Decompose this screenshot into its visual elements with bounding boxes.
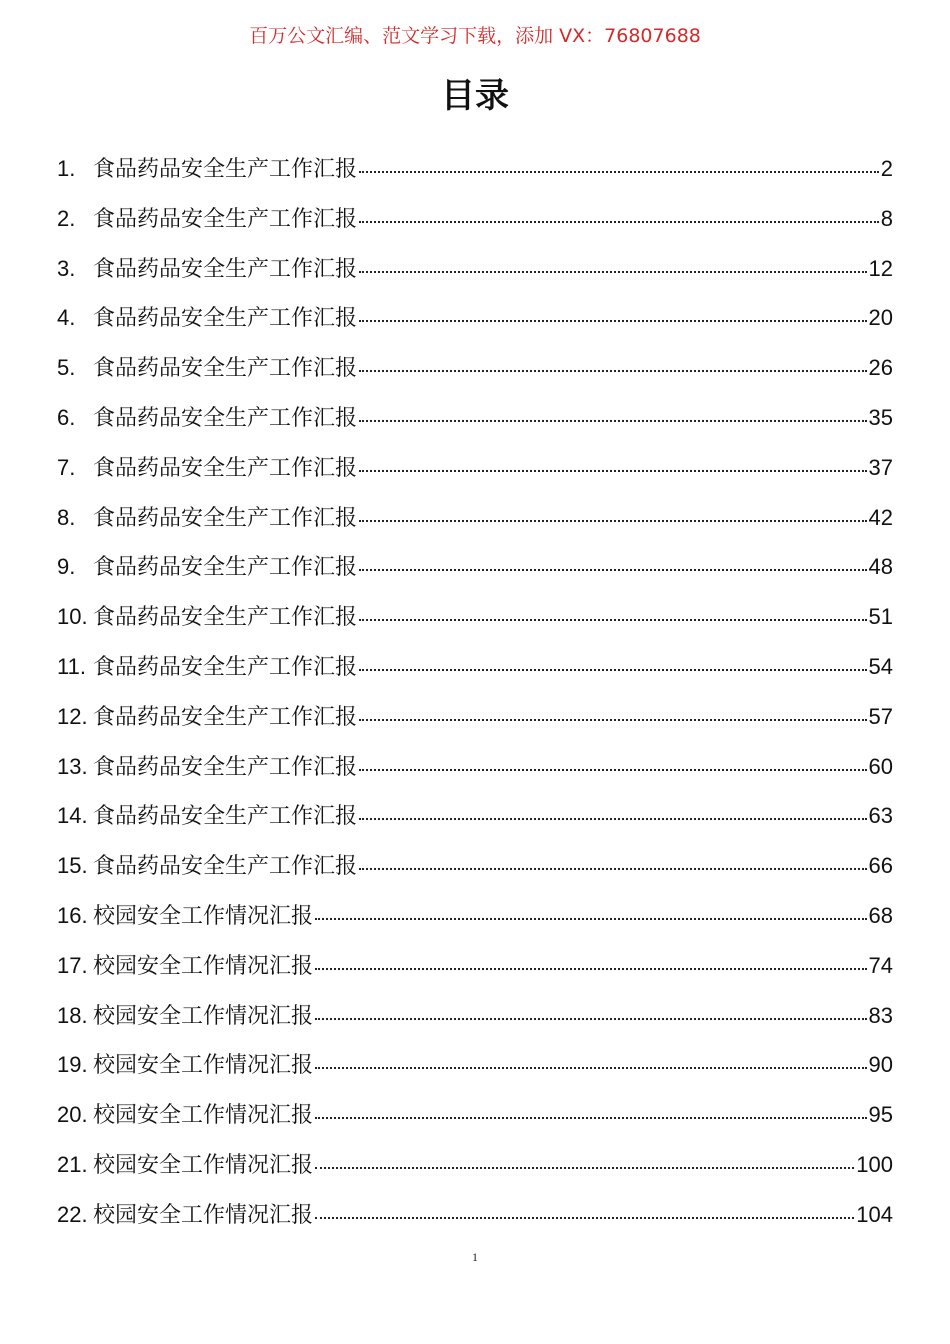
toc-entry-page: 57 <box>868 703 893 729</box>
toc-dot-leader <box>359 171 879 173</box>
toc-dot-leader <box>315 1117 867 1119</box>
toc-entry-page: 74 <box>868 952 893 978</box>
toc-entry-page: 48 <box>868 554 893 580</box>
toc-entry[interactable] <box>57 745 893 795</box>
toc-entry-page: 63 <box>868 803 893 829</box>
toc-entry-title[interactable]: 食品药品安全生产工作汇报 <box>93 754 358 780</box>
toc-dot-leader <box>359 818 867 820</box>
toc-dot-leader <box>359 868 867 870</box>
toc-entry[interactable] <box>57 994 893 1044</box>
toc-entry-page: 68 <box>868 902 893 928</box>
toc-entry[interactable] <box>57 446 893 496</box>
toc-entry[interactable] <box>57 844 893 894</box>
toc-dot-leader <box>359 221 879 223</box>
table-of-contents <box>57 147 893 1243</box>
toc-entry-number: 4. <box>57 305 76 331</box>
toc-dot-leader <box>315 968 867 970</box>
toc-dot-leader <box>359 569 867 571</box>
toc-entry-number: 22. <box>57 1201 88 1227</box>
toc-entry-page: 12 <box>868 255 893 281</box>
toc-entry-title[interactable]: 食品药品安全生产工作汇报 <box>93 306 358 332</box>
toc-entry-number: 16. <box>57 902 88 928</box>
toc-dot-leader <box>359 320 867 322</box>
toc-entry-number: 2. <box>57 205 76 231</box>
toc-entry-title[interactable]: 食品药品安全生产工作汇报 <box>93 157 358 182</box>
document-title: 目录 <box>441 76 509 116</box>
toc-entry-title[interactable]: 食品药品安全生产工作汇报 <box>93 356 358 382</box>
toc-entry[interactable] <box>57 645 893 695</box>
toc-entry[interactable] <box>57 1093 893 1143</box>
page-number: 1 <box>472 1250 478 1264</box>
toc-entry[interactable] <box>57 197 893 247</box>
toc-entry-number: 12. <box>57 703 88 729</box>
toc-entry-number: 3. <box>57 255 76 281</box>
toc-entry-title[interactable]: 校园安全工作情况汇报 <box>93 903 314 929</box>
toc-entry-page: 90 <box>868 1052 893 1078</box>
toc-entry[interactable] <box>57 496 893 546</box>
toc-entry-title[interactable]: 校园安全工作情况汇报 <box>93 1202 314 1228</box>
toc-dot-leader <box>315 1067 867 1069</box>
toc-entry-page: 51 <box>868 604 893 630</box>
toc-entry-page: 100 <box>856 1151 893 1177</box>
toc-dot-leader <box>315 1018 867 1020</box>
toc-entry-number: 14. <box>57 803 88 829</box>
toc-entry-number: 21. <box>57 1151 88 1177</box>
toc-entry-number: 9. <box>57 554 76 580</box>
toc-entry[interactable] <box>57 1193 893 1243</box>
toc-dot-leader <box>359 420 867 422</box>
toc-entry-page: 54 <box>868 653 893 679</box>
toc-dot-leader <box>359 520 867 522</box>
toc-entry[interactable] <box>57 894 893 944</box>
toc-dot-leader <box>359 669 867 671</box>
toc-dot-leader <box>359 619 867 621</box>
toc-entry-number: 18. <box>57 1002 88 1028</box>
toc-entry[interactable] <box>57 1143 893 1193</box>
toc-entry-title[interactable]: 食品药品安全生产工作汇报 <box>93 704 358 730</box>
toc-entry[interactable] <box>57 944 893 994</box>
toc-entry[interactable] <box>57 396 893 446</box>
toc-entry-number: 17. <box>57 952 88 978</box>
header-note: 百万公文汇编、范文学习下载，添加 VX：76807688 <box>249 25 701 47</box>
toc-entry[interactable] <box>57 296 893 346</box>
toc-dot-leader <box>359 271 867 273</box>
toc-entry[interactable] <box>57 545 893 595</box>
toc-dot-leader <box>315 918 867 920</box>
toc-entry-title[interactable]: 食品药品安全生产工作汇报 <box>93 605 358 631</box>
toc-entry-page: 35 <box>868 404 893 430</box>
toc-entry-title[interactable]: 校园安全工作情况汇报 <box>93 1152 314 1178</box>
toc-entry-number: 7. <box>57 454 76 480</box>
toc-entry-number: 10. <box>57 604 88 630</box>
toc-entry-page: 66 <box>868 853 893 879</box>
toc-entry-title[interactable]: 食品药品安全生产工作汇报 <box>93 654 358 680</box>
toc-entry-number: 1. <box>57 156 76 181</box>
toc-entry-page: 42 <box>868 504 893 530</box>
toc-entry-number: 20. <box>57 1102 88 1128</box>
toc-entry[interactable] <box>57 695 893 745</box>
toc-entry-number: 19. <box>57 1052 88 1078</box>
toc-entry[interactable] <box>57 595 893 645</box>
toc-dot-leader <box>359 719 867 721</box>
toc-entry-page: 26 <box>868 355 893 381</box>
toc-entry-page: 8 <box>880 205 893 231</box>
toc-entry-number: 15. <box>57 853 88 879</box>
toc-dot-leader <box>359 769 867 771</box>
toc-entry[interactable] <box>57 147 893 197</box>
toc-entry[interactable] <box>57 794 893 844</box>
toc-entry-number: 13. <box>57 753 88 779</box>
toc-entry-page: 95 <box>868 1102 893 1128</box>
toc-entry-title[interactable]: 校园安全工作情况汇报 <box>93 1003 314 1029</box>
toc-entry-number: 8. <box>57 504 76 530</box>
toc-dot-leader <box>359 470 867 472</box>
toc-entry-number: 5. <box>57 355 76 381</box>
toc-entry-page: 20 <box>868 305 893 331</box>
toc-entry-page: 83 <box>868 1002 893 1028</box>
toc-dot-leader <box>315 1217 854 1219</box>
toc-entry-title[interactable]: 食品药品安全生产工作汇报 <box>93 804 358 830</box>
toc-entry-page: 104 <box>856 1201 893 1227</box>
toc-entry-title[interactable]: 校园安全工作情况汇报 <box>93 1103 314 1129</box>
toc-entry-title[interactable]: 校园安全工作情况汇报 <box>93 953 314 979</box>
toc-entry[interactable] <box>57 1043 893 1093</box>
toc-entry-title[interactable]: 食品药品安全生产工作汇报 <box>93 505 358 531</box>
toc-entry-page: 60 <box>868 753 893 779</box>
toc-entry-page: 2 <box>880 156 893 181</box>
toc-entry-title[interactable]: 食品药品安全生产工作汇报 <box>93 256 358 282</box>
toc-entry-title[interactable]: 食品药品安全生产工作汇报 <box>93 854 358 880</box>
toc-entry[interactable] <box>57 247 893 297</box>
toc-entry-title[interactable]: 校园安全工作情况汇报 <box>93 1053 314 1079</box>
toc-entry-title[interactable]: 食品药品安全生产工作汇报 <box>93 555 358 581</box>
toc-entry-number: 6. <box>57 404 76 430</box>
toc-dot-leader <box>359 370 867 372</box>
toc-entry-title[interactable]: 食品药品安全生产工作汇报 <box>93 405 358 431</box>
toc-entry-title[interactable]: 食品药品安全生产工作汇报 <box>93 206 358 232</box>
toc-entry-title[interactable]: 食品药品安全生产工作汇报 <box>93 455 358 481</box>
toc-dot-leader <box>315 1167 854 1169</box>
toc-entry[interactable] <box>57 346 893 396</box>
toc-entry-page: 37 <box>868 454 893 480</box>
toc-entry-number: 11. <box>57 653 86 679</box>
